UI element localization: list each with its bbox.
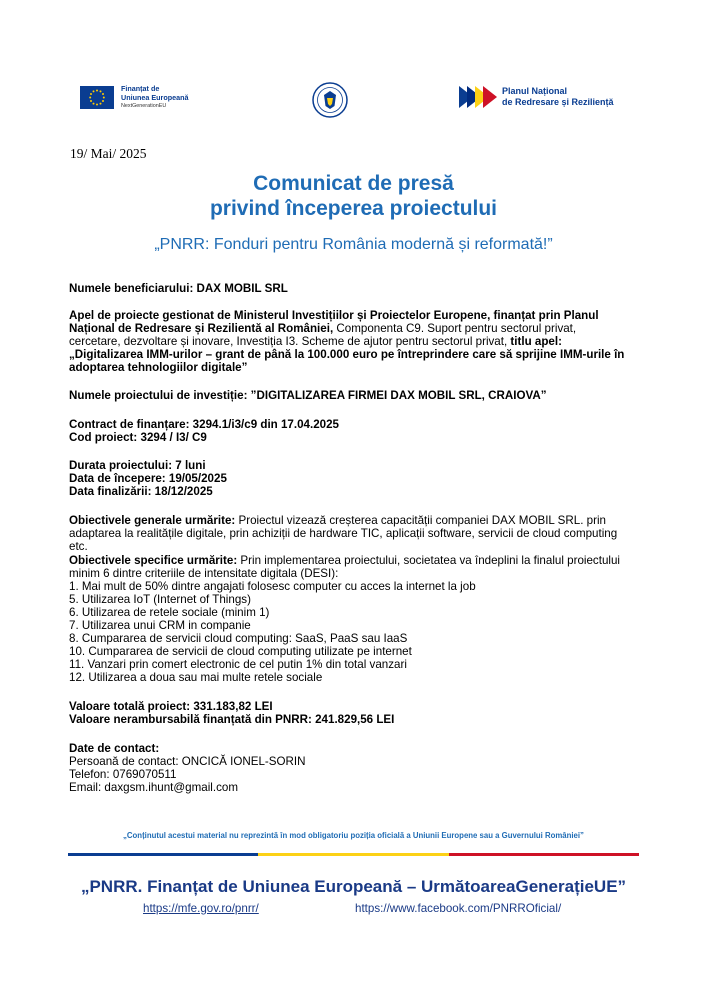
list-item: 8. Cumpararea de servicii cloud computing: SaaS, PaaS sau IaaS (69, 632, 408, 645)
specific-objectives-line-1 (69, 554, 620, 567)
list-item: 10. Cumpararea de servicii de cloud computing utilizate pe internet (69, 645, 412, 658)
pnrr-logo-icon (459, 86, 499, 108)
romanian-government-seal-icon (312, 82, 348, 118)
eu-funding-text (121, 85, 189, 111)
call-line-1: Apel de proiecte gestionat de Ministerul Investițiilor și Proiectelor Europene, finanțat prin Planul (69, 309, 599, 322)
list-item: 6. Utilizarea de retele sociale (minim 1) (69, 606, 270, 619)
grant-value: Valoare nerambursabilă finanțată din PNRR: 241.829,56 LEI (69, 713, 395, 726)
project-code: Cod proiect: 3294 / I3/ C9 (69, 431, 207, 444)
eu-line-2: Uniunea Europeană (121, 92, 189, 102)
call-line-2 (69, 322, 576, 335)
start-date: Data de începere: 19/05/2025 (69, 472, 227, 485)
eu-line-1: Finanțat de (121, 84, 160, 93)
call-line-3-normal: cercetare, dezvoltare și inovare, Investiția I3. Scheme de ajutor pentru sectorul privat, (69, 335, 508, 348)
specific-objectives-text: Prin implementarea proiectului, societatea va îndeplini la finalul proiectului (237, 554, 620, 567)
beneficiary-name: Numele beneficiarului: DAX MOBIL SRL (69, 282, 288, 295)
call-line-4: „Digitalizarea IMM-urilor – grant de până la 100.000 euro pe întreprindere care să sprijine IMM-urile în (69, 348, 625, 361)
contact-person: Persoană de contact: ONCICĂ IONEL-SORIN (69, 755, 306, 768)
general-objectives-line-1 (69, 514, 606, 527)
total-value: Valoare totală proiect: 331.183,82 LEI (69, 700, 273, 713)
pnrr-line-1: Planul Național (502, 86, 568, 96)
color-bar-blue (68, 853, 258, 856)
pnrr-line-2: de Redresare și Reziliență (502, 96, 614, 107)
project-name: Numele proiectului de investiție: ”DIGITALIZAREA FIRMEI DAX MOBIL SRL, CRAIOVA” (69, 389, 547, 402)
general-objectives-line-3: etc. (69, 540, 88, 553)
list-item: 7. Utilizarea unui CRM in companie (69, 619, 251, 632)
facebook-pnrr-link[interactable]: https://www.facebook.com/PNRROficial/ (355, 902, 562, 915)
list-item: 12. Utilizarea a doua sau mai multe retele sociale (69, 671, 323, 684)
footer-disclaimer: „Conținutul acestui material nu reprezintă în mod obligatoriu poziția oficială a Uniunii Europene sau a Guvernului României” (123, 831, 584, 840)
page-title-line-1: Comunicat de presă (253, 172, 454, 195)
contact-heading: Date de contact: (69, 742, 160, 755)
list-item: 11. Vanzari prin comert electronic de cel putin 1% din total vanzari (69, 658, 407, 671)
color-bar-yellow (258, 853, 448, 856)
contact-phone: Telefon: 0769070511 (69, 768, 177, 781)
page-subtitle: „PNRR: Fonduri pentru România modernă și reformată!” (154, 236, 553, 253)
end-date: Data finalizării: 18/12/2025 (69, 485, 213, 498)
project-duration: Durata proiectului: 7 luni (69, 459, 206, 472)
page-title-line-2: privind începerea proiectului (209, 197, 498, 220)
eu-line-3: NextGenerationEU (121, 103, 167, 109)
list-item: 1. Mai mult de 50% dintre angajati folosesc computer cu acces la internet la job (69, 580, 476, 593)
contract-number: Contract de finanțare: 3294.1/i3/c9 din 17.04.2025 (69, 418, 340, 431)
call-line-3 (69, 335, 562, 348)
footer-color-bar (68, 853, 639, 856)
eu-flag-logo (80, 86, 114, 109)
specific-objectives-line-2: minim 6 dintre criteriile de intensitate digitala (DESI): (69, 567, 339, 580)
call-line-2-bold: Național de Redresare și Rezilientă al României, (69, 322, 334, 335)
pnrr-logo-text (502, 86, 614, 107)
contact-email: Email: daxgsm.ihunt@gmail.com (69, 781, 238, 794)
list-item: 5. Utilizarea IoT (Internet of Things) (69, 593, 251, 606)
call-line-3-bold: titlu apel: (507, 335, 562, 348)
general-objectives-label: Obiectivele generale urmărite: (69, 514, 236, 527)
document-date: 19/ Mai/ 2025 (70, 146, 147, 161)
color-bar-red (449, 853, 639, 856)
specific-objectives-label: Obiectivele specifice urmărite: (69, 554, 238, 567)
general-objectives-text: Proiectul vizează creșterea capacității companiei DAX MOBIL SRL. prin (235, 514, 606, 527)
mfe-pnrr-link[interactable]: https://mfe.gov.ro/pnrr/ (143, 902, 259, 915)
general-objectives-line-2: adaptarea la realitățile digitale, prin achiziții de hardware TIC, aplicații software, servicii de cloud computing (69, 527, 618, 540)
call-line-2-normal: Componenta C9. Suport pentru sectorul privat, (333, 322, 577, 335)
footer-slogan: „PNRR. Finanțat de Uniunea Europeană – UrmătoareaGenerațieUE” (80, 877, 627, 896)
call-line-5: adoptarea tehnologiilor digitale” (69, 361, 248, 374)
